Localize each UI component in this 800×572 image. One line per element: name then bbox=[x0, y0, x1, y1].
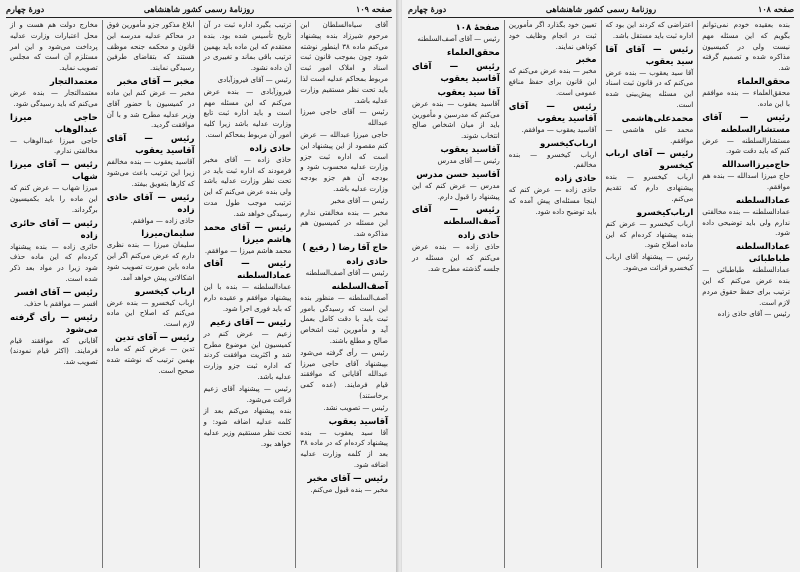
paragraph: عمادالسلطنه — بنده با این پیشنهاد موافقم و عقیده دارم که باید فوری اجرا شود. bbox=[203, 283, 292, 313]
text-column bbox=[102, 20, 199, 568]
paragraph: معتمدالتجار — بنده عرض می‌کنم که باید رسیدگی شود. bbox=[10, 88, 98, 108]
paragraph: حاذی زاده — بنده عرض می‌کنم که این مسئله در جلسه گذشته مطرح شد. bbox=[412, 243, 500, 273]
paragraph: ارباب کیخسرو — بنده عرض می‌کنم که اصلاح این ماده لازم است. bbox=[106, 298, 195, 329]
paragraph: اعتراضی که کردند این بود که اداره ثبت باید مستقل باشد. bbox=[605, 21, 694, 40]
newspaper-title: روزنامهٔ رسمی کشور شاهنشاهی bbox=[143, 4, 255, 14]
speaker-heading: آصف‌السلطنه bbox=[331, 281, 388, 292]
text-column bbox=[199, 20, 296, 568]
speaker-heading: عمادالسلطنه طباطبائی bbox=[735, 242, 790, 265]
paragraph: آقا سید یعقوب — بنده عرض می‌کنم که در قانون ثبت اسناد این مسئله پیش‌بینی شده است. bbox=[605, 68, 694, 109]
speaker-heading: رئیس — آقای حاذی زاده bbox=[106, 192, 195, 215]
paragraph: رئیس — آقای مخبر bbox=[330, 196, 388, 205]
paragraph: میرزا شهاب — عرض کنم که این ماده را باید بکمیسیون برگرداند. bbox=[10, 184, 98, 214]
paragraph: رئیس — آقای مدرس bbox=[437, 156, 500, 165]
page-header bbox=[6, 3, 392, 18]
paragraph: حائری زاده — بنده پیشنهاد کرده‌ام که این ماده حذف شود زیرا در مواد بعد ذکر شده است. bbox=[10, 242, 98, 283]
speaker-heading: رئیس — آقای زعیم bbox=[210, 317, 292, 328]
text-column bbox=[697, 20, 794, 568]
paragraph: حاج میرزا اسدالله — بنده هم موافقم. bbox=[702, 172, 790, 191]
speaker-heading: رئیس — آقای آقاسید یعقوب bbox=[412, 61, 500, 84]
period-label: دورهٔ چهارم bbox=[408, 4, 447, 14]
paragraph: رئیس — آقای آصف‌السلطنه bbox=[417, 35, 500, 43]
text-column bbox=[504, 20, 601, 568]
speaker-heading: رئیس — آقای آصف‌السلطنه bbox=[412, 205, 500, 228]
paragraph: ترتیب بگیرد اداره ثبت در آن تاریخ تأسیس شده بود. بنده معتقدم که این ماده باید بهمین ترتیب باقی بماند و تغییری در آن داده نشود. bbox=[203, 21, 292, 73]
paragraph: زعیم — عرض کنم در کمیسیون این موضوع مطرح شد و اکثریت موافقت کردند که اداره ثبت جزو وزارت عدلیه باشد. bbox=[203, 329, 292, 381]
paragraph: رئیس — آقای حاجی میرزا عبدالله bbox=[300, 108, 388, 128]
paragraph: رئیس — تصویب نشد. bbox=[323, 403, 388, 412]
paragraph: محقق‌العلماء — بنده موافقم با این ماده. bbox=[702, 88, 790, 108]
right-page bbox=[402, 0, 800, 572]
paragraph: آقاسید یعقوب — بنده عرض می‌کنم که مدرسین و مأمورین باید از میان اشخاص صالح انتخاب شوند. bbox=[412, 99, 500, 141]
paragraph: ابلاغ مذکور جزو مأمورین فوق در محاکم عدلیه مدرسه این قانون و محکمه جنحه موظف هستند که بتقاضای طرفین رسیدگی نمایند. bbox=[106, 21, 195, 73]
speaker-heading: آقا سید یعقوب bbox=[437, 87, 500, 98]
page-header bbox=[408, 3, 794, 18]
speaker-heading: رئیس — آقای ارباب کیخسرو bbox=[605, 149, 694, 172]
paragraph: بنده پیشنهاد می‌کنم بعد از کلمه عدلیه اضافه شود: و تحت نظر مستقیم وزیر عدلیه خواهد بود. bbox=[203, 407, 292, 448]
paragraph: ارباب کیخسرو — بنده مخالفم. bbox=[508, 150, 597, 170]
paragraph: رئیس — آقای فیروزآبادی bbox=[217, 75, 292, 84]
paragraph: آقای سیاه‌السلطان ابن مرحوم شیرزاد بنده پیشنهاد می‌کنم ماده ۳۸ اینطور نوشته شود چون بموجب قانون ثبت اسناد و املاک امور ثبت مربوط بمحاکم عدلیه است لذا باید تحت نظر مستقیم وزارت عدلیه باشد. bbox=[300, 21, 388, 105]
paragraph: آقایانی که موافقند قیام فرمایند. (اکثر قیام نمودند) تصویب شد. bbox=[10, 336, 98, 367]
speaker-heading: رئیس — آقای حائری زاده bbox=[10, 218, 98, 241]
speaker-heading: آقاسید یعقوب bbox=[328, 416, 388, 427]
left-page bbox=[0, 0, 398, 572]
speaker-heading: رئیس — آقای محمد هاشم میرزا bbox=[203, 222, 292, 245]
paragraph: سلیمان میرزا — بنده نظری دارم که عرض می‌کنم اگر این ماده باین صورت تصویب شود اشکالاتی پیش خواهد آمد. bbox=[106, 241, 195, 282]
paragraph: آقا سید یعقوب — بنده پیشنهاد کرده‌ام که در ماده ۳۸ بعد از کلمه وزارت عدلیه اضافه شود. bbox=[300, 428, 388, 469]
speaker-heading: رئیس — رأی گرفته می‌شود bbox=[10, 312, 98, 335]
paragraph: عمادالسلطنه طباطبائی — بنده عرض می‌کنم که این ترتیب برای حفظ حقوق مردم لازم است. bbox=[702, 266, 790, 307]
speaker-heading: رئیس — آقای تدین bbox=[115, 332, 195, 343]
speaker-heading: رئیس — آقای مخبر bbox=[307, 473, 388, 484]
paragraph: بنده بعقیده خودم نمی‌توانم بگویم که این مسئله مهم نیست ولی در کمیسیون مذاکره شده و تصمیم گرفته شد. bbox=[702, 21, 790, 73]
paragraph: ارباب کیخسرو — عرض کنم بنده پیشنهاد کرده‌ام که این ماده اصلاح شود. bbox=[605, 219, 694, 250]
speaker-heading: محقق‌العلماء bbox=[446, 47, 500, 58]
speaker-heading: رئیس — آقای آقا سید یعقوب bbox=[605, 44, 694, 67]
text-column bbox=[408, 20, 504, 568]
paragraph: مخارج دولت هم هست و از محل اعتبارات وزارت عدلیه پرداخت می‌شود و این امر مستلزم آن است که مجلس تصویب نماید. bbox=[10, 21, 98, 73]
newspaper-title: روزنامهٔ رسمی کشور شاهنشاهی bbox=[545, 4, 657, 14]
page-number: صفحه ۱۰۸ bbox=[758, 4, 794, 14]
paragraph: آقاسید یعقوب — موافقم. bbox=[521, 125, 597, 134]
speaker-heading: مخبر — آقای مخبر bbox=[117, 76, 195, 87]
speaker-heading: عمادالسلطنه bbox=[735, 195, 790, 206]
text-column bbox=[601, 20, 698, 568]
speaker-heading: آقاسید یعقوب bbox=[440, 144, 500, 155]
speaker-heading: رئیس — آقای آقاسید یعقوب bbox=[508, 101, 597, 124]
paragraph: عمادالسلطنه — بنده مخالفتی ندارم ولی باید توضیحی داده شود. bbox=[702, 207, 790, 238]
speaker-heading: ارباب‌کیخسرو bbox=[636, 207, 694, 218]
text-columns bbox=[6, 20, 392, 568]
paragraph: آصف‌السلطنه — منظور بنده این است که رسیدگی بامور ثبت باید با دقت کامل بعمل آید و مأمورین ثبت اشخاص صالح و مطلع باشند. bbox=[300, 293, 388, 345]
speaker-heading: ارباب کیخسرو bbox=[135, 286, 195, 297]
paragraph: ارباب کیخسرو — بنده پیشنهادی دارم که تقدیم می‌کنم. bbox=[605, 173, 694, 203]
paragraph: رئیس — پیشنهاد آقای ارباب کیخسرو قرائت می‌شود. bbox=[605, 253, 694, 272]
speaker-heading: حاجی میرزا عبدالوهاب bbox=[10, 112, 98, 135]
paragraph: مخبر — بنده عرض می‌کنم که این قانون برای حفظ منافع عمومی است. bbox=[508, 67, 597, 97]
paragraph: مدرس — عرض کنم که این پیشنهاد را قبول دارم. bbox=[412, 181, 500, 201]
speaker-heading: مخبر bbox=[576, 55, 597, 66]
paragraph: حاذی زاده — موافقم. bbox=[130, 216, 195, 225]
paragraph: رئیس — آقای آصف‌السلطنه bbox=[305, 268, 388, 277]
speaker-heading: محمدعلی‌هاشمی bbox=[621, 113, 694, 124]
text-column bbox=[6, 20, 102, 568]
speaker-heading: حاج‌میرزا‌اسدالله bbox=[721, 160, 790, 171]
speaker-heading: رئیس — آقای عمادالسلطنه bbox=[203, 259, 292, 282]
speaker-heading: صفحهٔ ۱۰۸ bbox=[455, 23, 500, 33]
period-label: دورهٔ چهارم bbox=[6, 4, 45, 14]
speaker-heading: حاذی زاده bbox=[554, 174, 597, 185]
speaker-heading: حاج آقا رضا ( رفیع ) bbox=[302, 242, 388, 253]
paragraph: افسر — موافقم با حذف. bbox=[24, 299, 98, 308]
paragraph: حاذی زاده — آقای مخبر فرمودند که اداره ثبت باید در تحت نظر وزارت عدلیه باشد ولی بنده عرض می‌کنم که این ترتیب موجب طول مدت رسیدگی خواهد شد. bbox=[203, 155, 292, 218]
speaker-heading: حاذی زاده bbox=[458, 231, 500, 242]
paragraph: مخبر — عرض کنم این ماده در کمیسیون با حضور آقای وزیر عدلیه مطرح شد و با آن موافقت گردید. bbox=[106, 88, 195, 130]
paragraph: تعیین خود بگذارد اگر مأمورین ثبت در انجام وظایف خود کوتاهی نمایند. bbox=[508, 21, 597, 51]
paragraph: حاجی میرزا عبدالله — عرض کنم مقصود از این پیشنهاد این است که اداره ثبت جزو وزارت عدلیه محسوب شود و بودجه آن هم جزو بودجه وزارت عدلیه باشد. bbox=[300, 130, 388, 193]
speaker-heading: رئیس — آقای افسر bbox=[14, 287, 98, 298]
speaker-heading: ارباب‌کیخسرو bbox=[540, 138, 597, 149]
paragraph: حاجی میرزا عبدالوهاب — مخالفتی ندارم. bbox=[10, 136, 98, 156]
paragraph: محمد علی هاشمی — موافقم. bbox=[605, 125, 694, 145]
paragraph: مستشارالسلطنه — عرض کنم که باید دقت شود. bbox=[702, 136, 790, 156]
speaker-heading: رئیس — آقای مستشارالسلطنه bbox=[702, 112, 790, 135]
text-column bbox=[295, 20, 392, 568]
text-columns bbox=[408, 20, 794, 568]
speaker-heading: سلیمان‌میرزا bbox=[141, 229, 195, 240]
paragraph: مخبر — بنده قبول می‌کنم. bbox=[310, 485, 388, 494]
paragraph: فیروزآبادی — بنده عرض می‌کنم که این مسئله مهم است و باید اداره ثبت تابع وزارت عدلیه باشد زیرا کلیه امور آن مربوط بمحاکم است. bbox=[203, 87, 292, 139]
paragraph: حاذی زاده — عرض کنم که اینجا مسئله‌ای پیش آمده که باید توضیح داده شود. bbox=[508, 186, 597, 216]
speaker-heading: معتمدالتجار bbox=[49, 76, 98, 87]
paragraph: مخبر — بنده مخالفتی ندارم این مسئله در کمیسیون هم مذاکره شد. bbox=[300, 208, 388, 239]
paragraph: رئیس — پیشنهاد آقای زعیم قرائت می‌شود. bbox=[203, 384, 292, 404]
speaker-heading: حاذی زاده bbox=[346, 256, 388, 267]
paragraph: آقاسید یعقوب — بنده مخالفم زیرا این ترتیب باعث می‌شود که کارها بتعویق بیفتد. bbox=[106, 158, 195, 188]
paragraph: تدین — عرض کنم که ماده بهمین ترتیب که نوشته شده صحیح است. bbox=[106, 344, 195, 375]
page-number: صفحه ۱۰۹ bbox=[356, 4, 392, 14]
speaker-heading: رئیس — آقای میرزا شهاب bbox=[10, 160, 98, 183]
paragraph: رئیس — آقای حاذی زاده bbox=[717, 310, 790, 319]
paragraph: رئیس — رأی گرفته می‌شود بپیشنهاد آقای حاجی میرزا عبدالله آقایانی که موافقند قیام فرمایند. (عده کمی برخاستند) bbox=[300, 348, 388, 400]
speaker-heading: محقق‌العلماء bbox=[737, 76, 790, 87]
speaker-heading: آقاسید حسن مدرس bbox=[416, 169, 500, 180]
speaker-heading: رئیس — آقای آقاسید یعقوب bbox=[106, 134, 195, 157]
paragraph: محمد هاشم میرزا — موافقم. bbox=[204, 246, 292, 255]
speaker-heading: حاذی زاده bbox=[249, 143, 292, 154]
